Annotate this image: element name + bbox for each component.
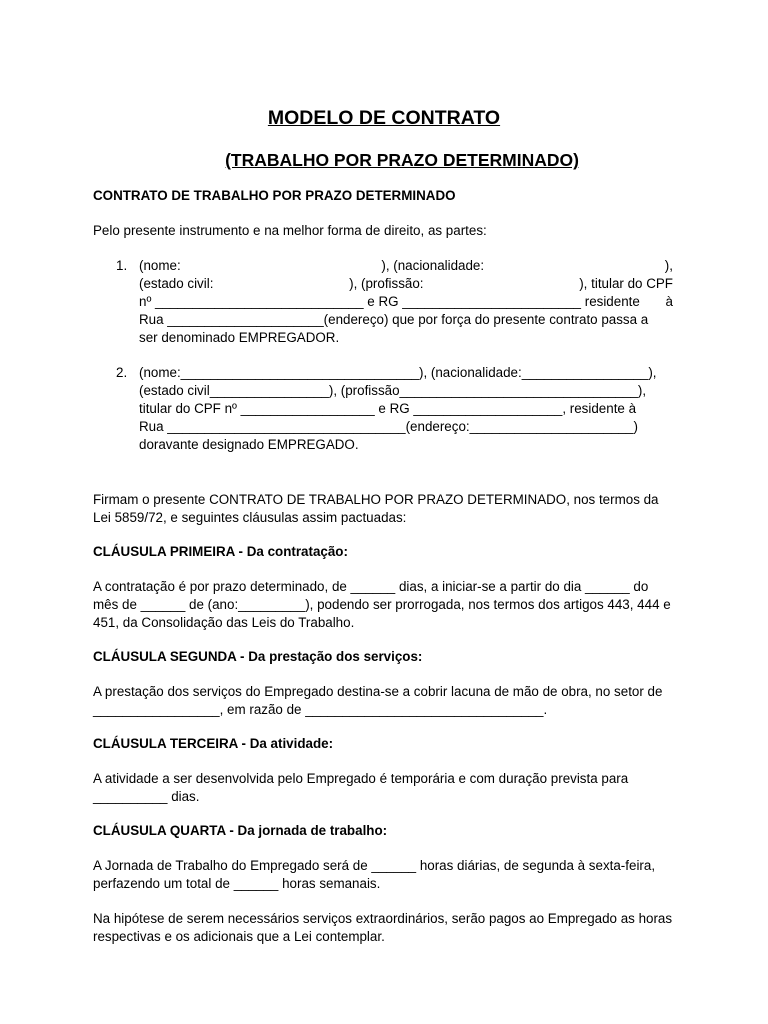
line-segment: Rua ________________________________(endereço:______________________) bbox=[139, 419, 638, 434]
line-segment: (estado civil________________), (profissão________________________________), bbox=[139, 383, 647, 398]
clause-paragraph: Na hipótese de serem necessários serviços extraordinários, serão pagos ao Empregado as horas respectivas e os adicionais que a Lei contemplar. bbox=[93, 911, 673, 944]
clause-heading: CLÁUSULA SEGUNDA - Da prestação dos serviços: bbox=[93, 649, 423, 664]
clause-heading: CLÁUSULA PRIMEIRA - Da contratação: bbox=[93, 544, 348, 559]
party-line bbox=[139, 311, 673, 329]
party-line bbox=[139, 257, 673, 275]
line-segment: à bbox=[665, 294, 673, 309]
line-segment: ), (nacionalidade: bbox=[381, 258, 485, 273]
line-segment: ser denominado EMPREGADOR. bbox=[139, 330, 340, 345]
party-line bbox=[139, 329, 673, 347]
document-subtitle: (TRABALHO POR PRAZO DETERMINADO) bbox=[225, 150, 579, 170]
clause-paragraph: A atividade a ser desenvolvida pelo Empregado é temporária e com duração prevista para __________ dias. bbox=[93, 771, 629, 804]
party-line bbox=[139, 382, 673, 400]
contract-heading: CONTRATO DE TRABALHO POR PRAZO DETERMINADO bbox=[93, 188, 456, 203]
line-segment: (nome: bbox=[139, 258, 181, 273]
list-number: 1. bbox=[116, 258, 128, 273]
clause-paragraph: A prestação dos serviços do Empregado destina-se a cobrir lacuna de mão de obra, no setor de _________________, em razão de ________________________________. bbox=[93, 684, 663, 717]
line-segment: (nome:________________________________), (nacionalidade:_________________), bbox=[139, 365, 657, 380]
clause-paragraph: A contratação é por prazo determinado, de ______ dias, a iniciar-se a partir do dia ______ do mês de ______ de (ano:_________), podendo ser prorrogada, nos termos dos artigos 443, 444 e 451, da Consolidação das Leis do Trabalho. bbox=[93, 579, 671, 630]
party-line bbox=[139, 293, 673, 311]
line-segment: ), titular do CPF bbox=[579, 276, 673, 291]
document-title: MODELO DE CONTRATO bbox=[267, 107, 501, 129]
party-line bbox=[139, 418, 673, 436]
document-body bbox=[93, 187, 673, 946]
line-segment: (estado civil: bbox=[139, 276, 214, 291]
intro-paragraph: Pelo presente instrumento e na melhor forma de direito, as partes: bbox=[93, 223, 487, 238]
party-item bbox=[93, 364, 673, 454]
clause-paragraph: A Jornada de Trabalho do Empregado será de ______ horas diárias, de segunda à sexta-feira, perfazendo um total de ______ horas semanais. bbox=[93, 858, 656, 891]
line-segment: ), (profissão: bbox=[349, 276, 424, 291]
clause-heading: CLÁUSULA QUARTA - Da jornada de trabalho: bbox=[93, 823, 388, 838]
party-line bbox=[139, 364, 673, 382]
party-line bbox=[139, 275, 673, 293]
line-segment: ), bbox=[664, 258, 673, 273]
party-line bbox=[139, 436, 673, 454]
parties-list bbox=[93, 257, 673, 454]
line-segment: Rua _____________________(endereço) que por força do presente contrato passa a bbox=[139, 312, 649, 327]
party-item bbox=[93, 257, 673, 347]
list-number: 2. bbox=[116, 365, 128, 380]
preamble-paragraph: Firmam o presente CONTRATO DE TRABALHO POR PRAZO DETERMINADO, nos termos da Lei 5859/72, e seguintes cláusulas assim pactuadas: bbox=[93, 492, 659, 525]
line-segment: titular do CPF nº __________________ e RG ____________________, residente à bbox=[139, 401, 637, 416]
clause-heading: CLÁUSULA TERCEIRA - Da atividade: bbox=[93, 736, 334, 751]
line-segment: doravante designado EMPREGADO. bbox=[139, 437, 359, 452]
line-segment: nº ____________________________ e RG ________________________ residente bbox=[139, 294, 640, 309]
party-line bbox=[139, 400, 673, 418]
